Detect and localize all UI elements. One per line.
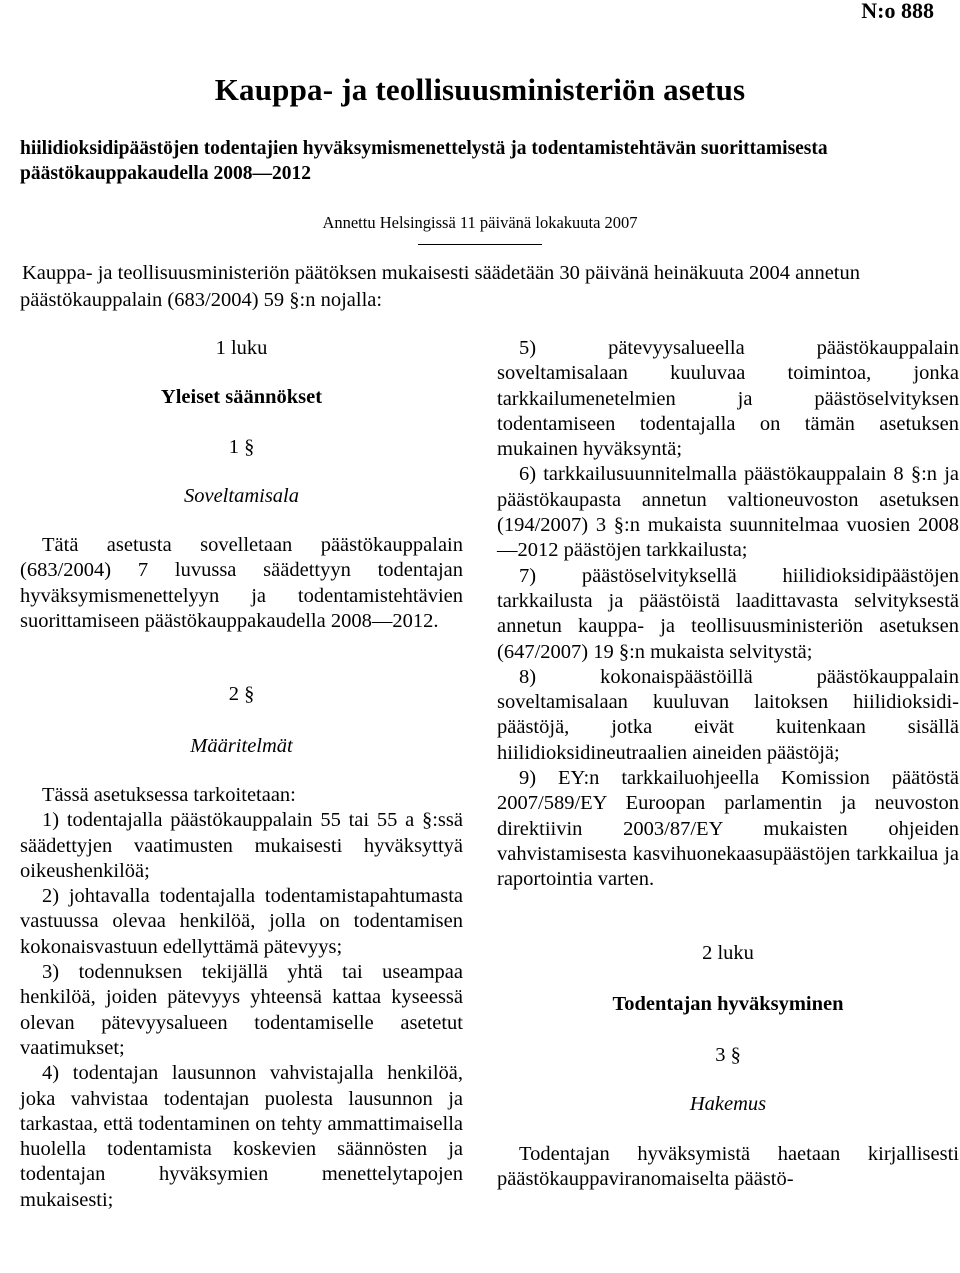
document-subtitle: hiilidioksidipäästöjen todentajien hyväksymismenettelystä ja todentamistehtävän suorittamisesta päästökauppakaudella 2008—2012 <box>20 138 828 184</box>
section-2-title: Määritelmät <box>190 734 293 757</box>
divider <box>418 244 542 245</box>
definition-item-3: 3) todennuksen tekijällä yhtä tai useampaa henkilöä, joiden pätevyys yhteensä kattaa kyseessä olevan pätevyysalueen todentamiselle asetetut vaatimukset; <box>20 961 463 1059</box>
definition-item-8: 8) kokonaispäästöillä päästökauppalain soveltamisalaan kuuluvan laitoksen hiilidioksidi-päästöjä, jotka eivät kuitenkaan sisällä hiilidioksidineutraalien aineiden päästöjä; <box>497 665 959 764</box>
definition-item-1: 1) todentajalla päästökauppalain 55 tai 55 a §:ssä säädettyjen vaatimusten mukaisesti hyväksyttyä oikeushenkilöä; <box>20 809 463 882</box>
chapter-2-title: Todentajan hyväksyminen <box>612 992 844 1015</box>
section-2-intro: Tässä asetuksessa tarkoitetaan: <box>42 783 296 806</box>
section-3-number: 3 § <box>715 1044 741 1067</box>
section-1-text: Tätä asetusta sovelletaan päästökauppalain (683/2004) 7 luvussa säädettyyn todentajan hyväksymismenettelyyn ja todentamistehtävien suorittamiseen päästökauppakaudella 2008—2012. <box>20 534 463 633</box>
definition-item-2: 2) johtavalla todentajalla todentamistapahtumasta vastuussa olevaa henkilöä, jolla on todentamisen kokonaisvastuun edellyttämä pätevyys; <box>20 885 463 958</box>
definition-item-5: 5) pätevyysalueella päästökauppalain soveltamisalaan kuuluvaa toimintoa, jonka tarkkailumenetelmien ja päästöselvityksen todentamiseen todentajalla on tämän asetuksen mukainen hyväksyntä; <box>497 337 959 461</box>
left-column <box>20 336 463 1213</box>
definition-item-4: 4) todentajan lausunnon vahvistajalla henkilöä, joka vahvistaa todentajan puolesta lausunnon ja tarkastaa, että todentaminen on tehty ammattimaisella huolella todentamista koskevien säännösten ja todentajan hyväksymien menettelytapojen mukaisesti; <box>20 1062 463 1211</box>
chapter-1-heading: 1 luku <box>215 337 268 359</box>
section-2-number: 2 § <box>228 683 255 706</box>
chapter-2-heading: 2 luku <box>702 941 754 964</box>
section-1-title: Soveltamisala <box>183 484 299 507</box>
given-date: Annettu Helsingissä 11 päivänä lokakuuta 2007 <box>322 213 638 232</box>
right-column <box>497 336 959 1192</box>
definition-item-9: 9) EY:n tarkkailuohjeella Komission päätöstä 2007/589/EY Euroopan parlamentin ja neuvoston direktiivin 2003/87/EY mukaisten ohjeiden vahvistamisesta kasvihuonekaasupäästöjen tarkkailua ja raportointia varten. <box>497 767 959 891</box>
definition-item-7: 7) päästöselvityksellä hiilidioksidipäästöjen tarkkailusta ja päästöistä laadittavasta selvityksestä annetun kauppa- ja teollisuusministeriön asetuksen (647/2007) 19 §:n mukaista selvitystä; <box>497 564 959 663</box>
document-number: N:o 888 <box>861 0 934 23</box>
page-title: Kauppa- ja teollisuusministeriön asetus <box>214 72 746 107</box>
section-1-number: 1 § <box>228 435 255 458</box>
section-3-title: Hakemus <box>689 1093 767 1116</box>
section-3-text: Todentajan hyväksymistä haetaan kirjallisesti päästökauppaviranomaiselta päästö- <box>497 1142 959 1191</box>
preamble: Kauppa- ja teollisuusministeriön päätöksen mukaisesti säädetään 30 päivänä heinäkuuta 2004 annetun päästökauppalain (683/2004) 59 §:n nojalla: <box>20 262 860 311</box>
definition-item-6: 6) tarkkailusuunnitelmalla päästökauppalain 8 §:n ja päästökaupasta annetun valtioneuvoston asetuksen (194/2007) 3 §:n mukaista suunnitelmaa vuosien 2008—2012 päästöjen tarkkailusta; <box>497 463 959 562</box>
chapter-1-title: Yleiset säännökset <box>160 386 323 409</box>
